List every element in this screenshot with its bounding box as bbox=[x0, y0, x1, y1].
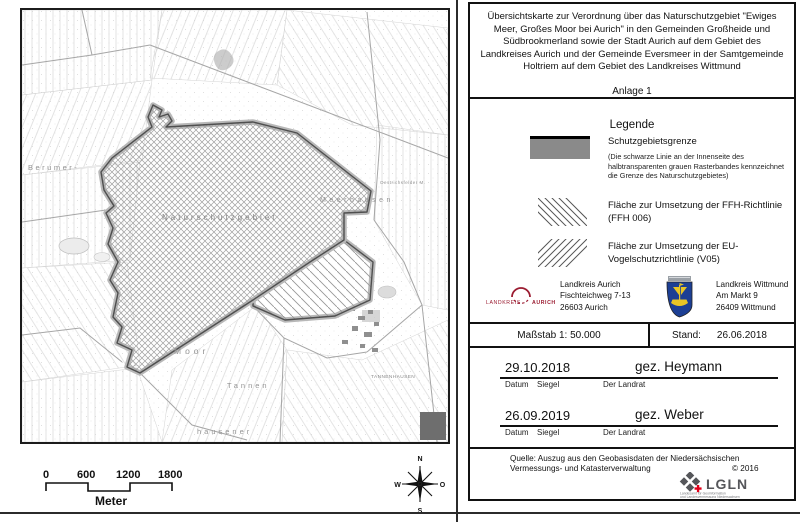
ffh-label: Fläche zur Umsetzung der FFH-Richtlinie (FFH 006) bbox=[608, 200, 783, 225]
label-naturschutzgebiet: Naturschutzgebiet bbox=[162, 213, 278, 222]
signature-role-1: Der Landrat bbox=[603, 380, 646, 389]
label-moor: Moor bbox=[174, 346, 210, 356]
aurich-logo-text-left: LANDKREIS bbox=[486, 300, 521, 306]
vogelschutz-hatch-swatch bbox=[538, 239, 587, 272]
wittmund-city: 26409 Wittmund bbox=[716, 302, 776, 312]
stand-cell bbox=[648, 324, 794, 346]
signature-date-1: 29.10.2018 bbox=[505, 360, 571, 375]
scale-tick-600: 600 bbox=[77, 469, 96, 481]
title-section bbox=[470, 4, 794, 99]
scale-bar-bracket bbox=[46, 483, 172, 491]
signature-datum-2: Datum bbox=[505, 428, 529, 437]
stand-label: Stand: bbox=[672, 329, 701, 341]
label-tannen: Tannen bbox=[227, 381, 270, 390]
vogelschutz-label: Fläche zur Umsetzung der EU-Vogelschutzrichtlinie (V05) bbox=[608, 241, 739, 266]
aurich-logo-text-right: AURICH bbox=[532, 300, 556, 306]
aurich-city: 26603 Aurich bbox=[560, 302, 608, 312]
stand-value: 26.06.2018 bbox=[716, 329, 767, 341]
wittmund-street: Am Markt 9 bbox=[716, 291, 758, 301]
source-section bbox=[470, 449, 794, 499]
lgln-subline-1: Landesamt für Geoinformation bbox=[680, 491, 726, 496]
settlement-block bbox=[420, 412, 446, 440]
signature-signed-1: gez. Heymann bbox=[635, 359, 723, 374]
legend-heading: Legende bbox=[609, 119, 655, 131]
lgln-logo bbox=[678, 472, 796, 503]
source-line-1: Quelle: Auszug aus den Geobasisdaten der Niedersächsischen bbox=[510, 454, 740, 463]
signature-line-1 bbox=[500, 377, 778, 379]
aurich-name: Landkreis Aurich bbox=[560, 280, 621, 289]
scale-tick-1800: 1800 bbox=[158, 469, 183, 481]
label-tannenhausen: TANNENHAUSEN bbox=[371, 375, 416, 380]
topographic-map bbox=[20, 8, 450, 444]
signature-date-2: 26.09.2019 bbox=[505, 408, 571, 423]
wittmund-address bbox=[716, 279, 788, 313]
compass-n: N bbox=[417, 456, 423, 463]
label-oestrichsfelder: Oestrichsfelder M. bbox=[380, 180, 426, 185]
label-hausener: hausener bbox=[197, 427, 253, 436]
scale-unit: Meter bbox=[95, 494, 128, 508]
signature-line-2 bbox=[500, 425, 778, 427]
legend-section bbox=[470, 99, 794, 324]
boundary-label: Schutzgebietsgrenze bbox=[608, 136, 697, 147]
ffh-hatch-swatch bbox=[538, 198, 587, 231]
panel-divider-line bbox=[456, 0, 458, 522]
wittmund-coat-of-arms bbox=[664, 275, 695, 323]
landkreis-aurich-logo bbox=[486, 280, 556, 317]
scale-tick-0: 0 bbox=[43, 469, 50, 481]
title-block-panel bbox=[468, 2, 796, 501]
signature-siegel-2: Siegel bbox=[537, 428, 560, 437]
lgln-abbr: LGLN bbox=[706, 476, 749, 492]
lgln-diamond-icon bbox=[680, 472, 702, 492]
compass-o: O bbox=[439, 482, 446, 489]
signature-role-2: Der Landrat bbox=[603, 428, 646, 437]
page-bottom-line bbox=[0, 512, 800, 514]
scale-date-row bbox=[470, 324, 794, 348]
label-meerhausen: Meerhausen bbox=[320, 197, 394, 204]
source-line-2: Vermessungs- und Katasterverwaltung bbox=[510, 464, 651, 473]
signature-datum-1: Datum bbox=[505, 380, 529, 389]
document-title: Übersichtskarte zur Verordnung über das Naturschutzgebiet "Ewiges Meer, Großes Moor bei Aurich" in den Gemeinden Großheide und Südbrookmerland sowie der Stadt Aurich auf dem Gebiet des Landkreises Aurich und der Gemeinde Eversmeer in der Samtgemeinde Holtriem auf dem Gebiet des Landkreises Wittmund bbox=[480, 11, 784, 73]
label-berumer: Berumer- bbox=[28, 163, 80, 172]
lgln-subline-2: und Landesvermessung Niedersachsen bbox=[680, 494, 740, 498]
boundary-note: (Die schwarze Linie an der Innenseite des halbtransparenten grauen Rasterbandes kennzeichnet die Grenze des Naturschutzgebietes) bbox=[608, 152, 785, 181]
scale-tick-1200: 1200 bbox=[116, 469, 141, 481]
map-canvas bbox=[22, 10, 448, 442]
aurich-street: Fischteichweg 7-13 bbox=[560, 291, 631, 301]
compass-w: W bbox=[394, 482, 401, 489]
aurich-address bbox=[560, 279, 631, 313]
signature-siegel-1: Siegel bbox=[537, 380, 560, 389]
wittmund-name: Landkreis Wittmund bbox=[716, 280, 789, 289]
scale-bar bbox=[36, 466, 188, 517]
boundary-swatch bbox=[530, 136, 590, 159]
copyright: © 2016 bbox=[732, 464, 759, 473]
signature-signed-2: gez. Weber bbox=[635, 407, 704, 422]
anlage-label: Anlage 1 bbox=[612, 85, 652, 97]
massstab-cell: Maßstab 1: 50.000 bbox=[517, 329, 601, 341]
signatures-section bbox=[470, 348, 794, 449]
compass-rose bbox=[394, 452, 446, 521]
